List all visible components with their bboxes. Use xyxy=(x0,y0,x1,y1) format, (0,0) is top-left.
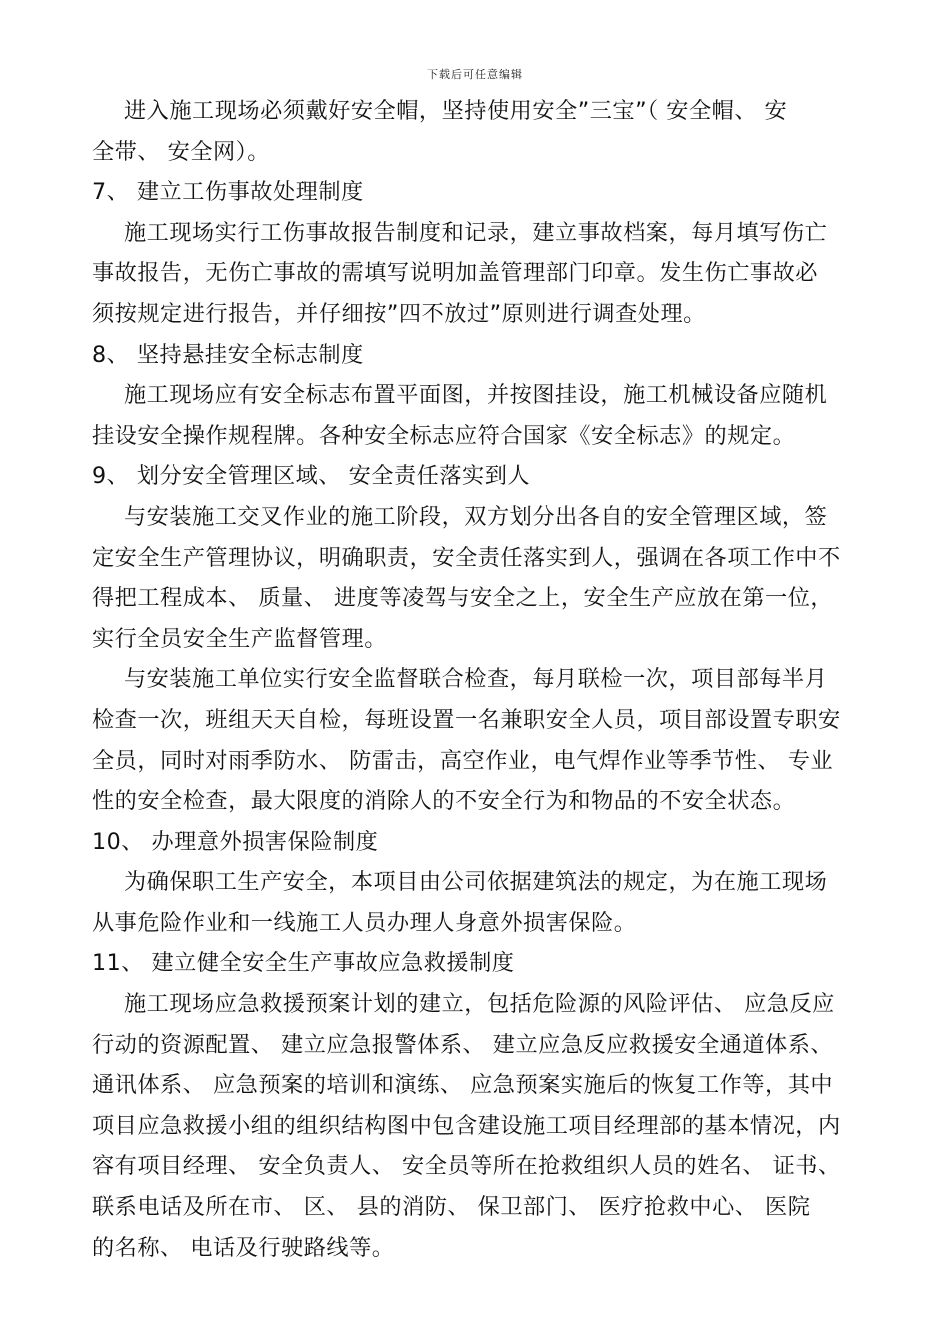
text-line: 9、 划分安全管理区域、 安全责任落实到人 xyxy=(92,463,531,490)
text-line: 挂设安全操作规程牌。各种安全标志应符合国家《安全标志》的规定。 xyxy=(92,422,796,449)
text-line: 从事危险作业和一线施工人员办理人身意外损害保险。 xyxy=(92,909,637,936)
text-line: 全员，同时对雨季防水、 防雷击，高空作业，电气焊作业等季节性、 专业 xyxy=(92,747,834,774)
text-line: 性的安全检查，最大限度的消除人的不安全行为和物品的不安全状态。 xyxy=(92,788,796,815)
text-line: 8、 坚持悬挂安全标志制度 xyxy=(92,341,364,368)
text-line: 定安全生产管理协议，明确职责，安全责任落实到人，强调在各项工作中不 xyxy=(92,544,841,571)
document-body xyxy=(92,91,860,1268)
text-line: 项目应急救援小组的组织结构图中包含建设施工项目经理部的基本情况，内 xyxy=(92,1112,841,1139)
text-line: 通讯体系、 应急预案的培训和演练、 应急预案实施后的恢复工作等，其中 xyxy=(92,1072,834,1099)
text-line: 容有项目经理、 安全负责人、 安全员等所在抢救组织人员的姓名、 证书、 xyxy=(92,1153,841,1180)
text-line: 得把工程成本、 质量、 进度等凌驾与安全之上，安全生产应放在第一位， xyxy=(92,585,834,612)
text-line: 7、 建立工伤事故处理制度 xyxy=(92,179,364,206)
text-line: 与安装施工交叉作业的施工阶段，双方划分出各自的安全管理区域，签 xyxy=(124,503,828,530)
text-line: 与安装施工单位实行安全监督联合检查，每月联检一次，项目部每半月 xyxy=(124,666,828,693)
text-line: 检查一次，班组天天自检，每班设置一名兼职安全人员，项目部设置专职安 xyxy=(92,706,841,733)
text-line: 须按规定进行报告，并仔细按”四不放过”原则进行调查处理。 xyxy=(92,300,706,327)
text-line: 11、 建立健全安全生产事故应急救援制度 xyxy=(92,950,515,977)
text-line: 的名称、 电话及行驶路线等。 xyxy=(92,1234,395,1261)
text-line: 行动的资源配置、 建立应急报警体系、 建立应急反应救援安全通道体系、 xyxy=(92,1031,834,1058)
text-line: 联系电话及所在市、 区、 县的消防、 保卫部门、 医疗抢救中心、 医院 xyxy=(92,1194,811,1221)
page-header: 下载后可任意编辑 xyxy=(427,68,523,81)
text-line: 全带、 安全网）。 xyxy=(92,138,270,165)
text-line: 为确保职工生产安全，本项目由公司依据建筑法的规定，为在施工现场 xyxy=(124,869,828,896)
text-line: 施工现场实行工伤事故报告制度和记录，建立事故档案，每月填写伤亡 xyxy=(124,219,828,246)
text-line: 进入施工现场必须戴好安全帽，坚持使用安全”三宝”（ 安全帽、 安 xyxy=(124,98,788,124)
text-line: 施工现场应急救援预案计划的建立，包括危险源的风险评估、 应急反应 xyxy=(124,991,835,1018)
text-line: 事故报告，无伤亡事故的需填写说明加盖管理部门印章。发生伤亡事故必 xyxy=(92,260,818,287)
text-line: 施工现场应有安全标志布置平面图，并按图挂设，施工机械设备应随机 xyxy=(124,382,828,409)
text-line: 实行全员安全生产监督管理。 xyxy=(92,625,387,652)
text-line: 10、 办理意外损害保险制度 xyxy=(92,828,379,855)
